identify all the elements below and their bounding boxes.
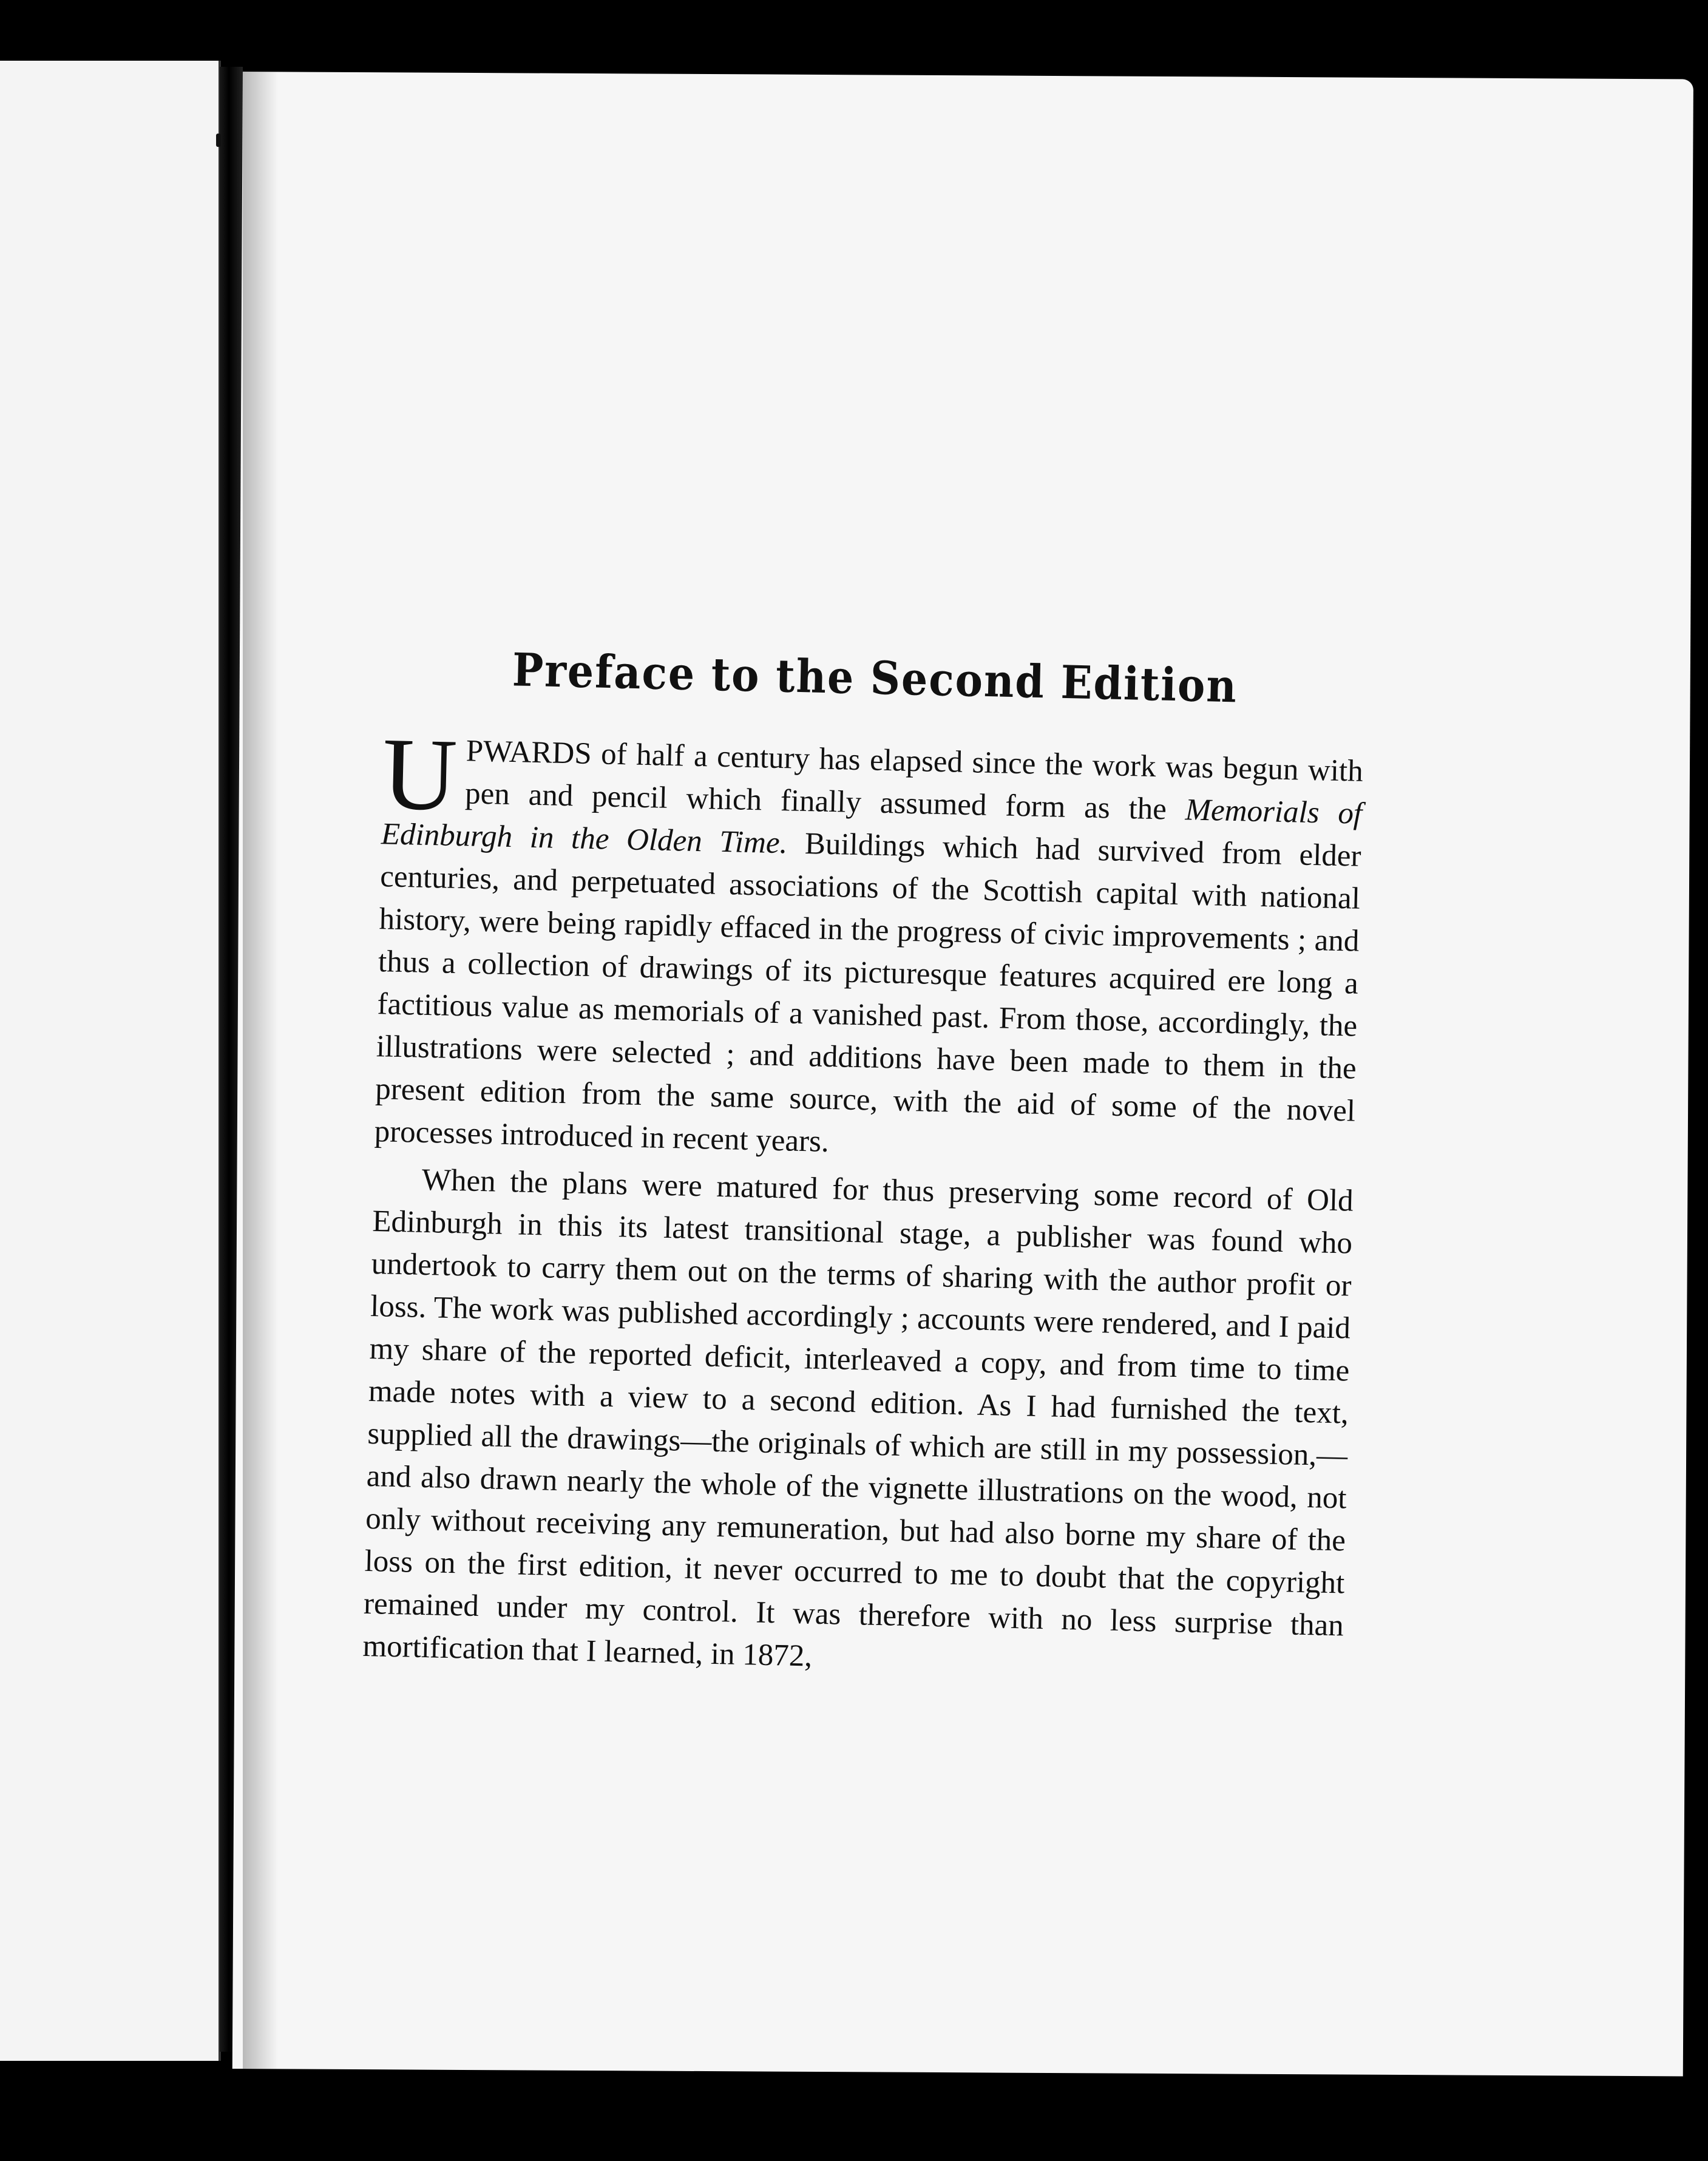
book-title: Memorials of Edinburgh in the Olden Time. (381, 793, 1363, 861)
paragraph-1-text-a: of half a century has elapsed since the work was begun with pen and pencil which finally assumed form as the (464, 737, 1364, 827)
page-heading: Preface to the Second Edition (512, 643, 1238, 714)
book-page (232, 72, 1693, 2076)
text-block (362, 643, 1366, 1689)
paragraph-2: When the plans were matured for thus preserving some record of Old Edinburgh in this its latest transitional stage, a publisher was found who undertook to carry them out on the terms of sharing with the author profit or loss. The work was published accordingly ; accounts were rendered, and I paid my share of the reported deficit, interleaved a copy, and from time to time made notes with a view to a second edition. As I had furnished the text, supplied all the drawings—the originals of which are still in my possession,—and also drawn nearly the whole of the vignette illustrations on the wood, not only without receiving any remuneration, but had also borne my share of the loss on the first edition, it never occurred to me to doubt that the copyright remained under my control. It was therefore with no less surprise than mortification that I learned, in 1872, (362, 1162, 1354, 1674)
facing-page-edge (0, 61, 221, 2061)
lead-word: PWARDS (466, 734, 592, 771)
paragraph-1 (374, 716, 1364, 1175)
gutter-mark (216, 134, 221, 147)
page-shadow (243, 72, 278, 2069)
drop-cap: U (381, 716, 459, 832)
paragraph-1-text-b: Buildings which had survived from elder centuries, and perpetuated associations of the Scottish capital with national history, were being rapidly effaced in the progress of civic improvements ; and thus a collection of drawings of its picturesque features acquired ere long a factitious value as memorials of a vanished past. From those, accordingly, the illustrations were selected ; and additions have been made to them in the present edition from the same source, with the aid of some of the novel processes introduced in recent years. (374, 826, 1362, 1159)
